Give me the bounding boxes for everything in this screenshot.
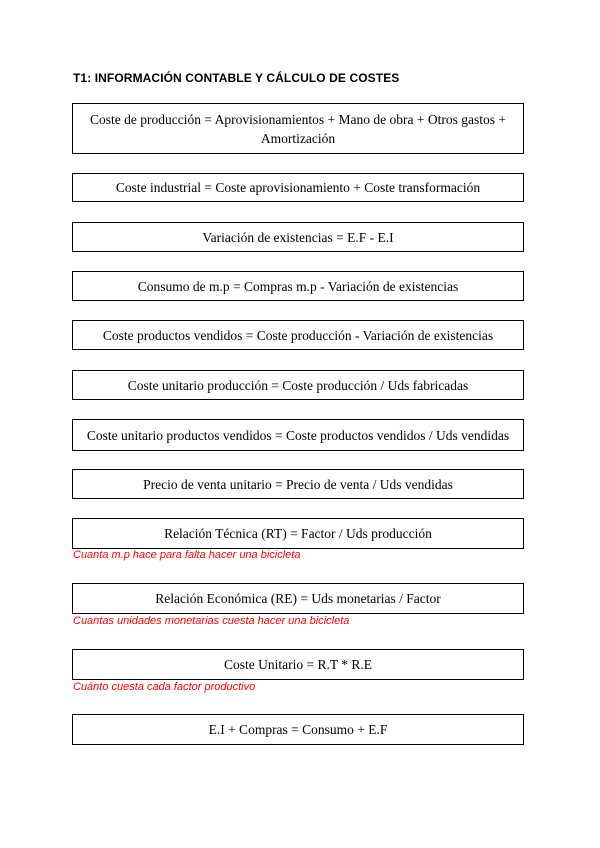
page-title: T1: INFORMACIÓN CONTABLE Y CÁLCULO DE COSTES (73, 71, 400, 85)
formula-relacion-economica: Relación Económica (RE) = Uds monetarias / Factor (72, 583, 524, 614)
formula-coste-productos-vendidos: Coste productos vendidos = Coste producción - Variación de existencias (72, 320, 524, 350)
formula-relacion-tecnica: Relación Técnica (RT) = Factor / Uds producción (72, 518, 524, 549)
formula-balance-existencias: E.I + Compras = Consumo + E.F (72, 714, 524, 745)
formula-coste-unitario-produccion: Coste unitario producción = Coste producción / Uds fabricadas (72, 370, 524, 400)
formula-consumo-mp: Consumo de m.p = Compras m.p - Variación de existencias (72, 271, 524, 301)
note-coste-unitario: Cuánto cuesta cada factor productivo (73, 681, 256, 693)
formula-coste-unitario-productos-vendidos: Coste unitario productos vendidos = Coste productos vendidos / Uds vendidas (72, 419, 524, 451)
formula-precio-venta-unitario: Precio de venta unitario = Precio de venta / Uds vendidas (72, 469, 524, 499)
formula-coste-industrial: Coste industrial = Coste aprovisionamiento + Coste transformación (72, 173, 524, 202)
note-relacion-tecnica: Cuanta m.p hace para falta hacer una bicicleta (73, 549, 301, 561)
formula-coste-produccion: Coste de producción = Aprovisionamientos + Mano de obra + Otros gastos + Amortización (72, 103, 524, 154)
formula-coste-unitario: Coste Unitario = R.T * R.E (72, 649, 524, 680)
formula-variacion-existencias: Variación de existencias = E.F - E.I (72, 222, 524, 252)
note-relacion-economica: Cuantas unidades monetarias cuesta hacer una bicicleta (73, 615, 350, 627)
